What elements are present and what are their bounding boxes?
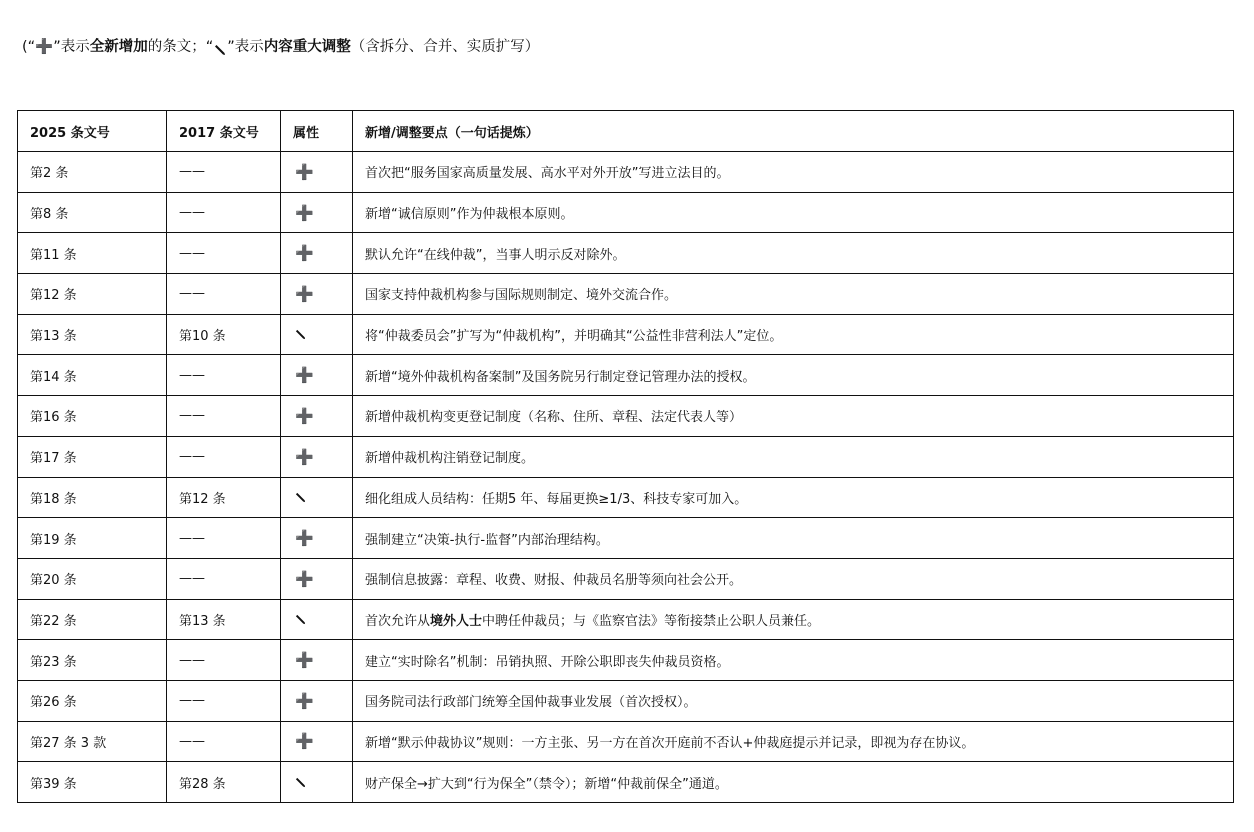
cell-art2025: 第20 条 bbox=[18, 558, 167, 599]
cell-art2017: —— bbox=[167, 192, 281, 233]
cell-attr bbox=[281, 355, 353, 396]
cell-attr bbox=[281, 762, 353, 803]
cell-art2017: —— bbox=[167, 233, 281, 274]
table-row bbox=[18, 640, 1234, 681]
plus-icon: ➕ bbox=[295, 366, 314, 385]
cell-art2025: 第12 条 bbox=[18, 274, 167, 315]
cell-attr bbox=[281, 396, 353, 437]
cell-art2025: 第8 条 bbox=[18, 192, 167, 233]
plus-icon: ➕ bbox=[295, 203, 314, 222]
cell-point: 新增仲裁机构注销登记制度。 bbox=[353, 436, 1234, 477]
plus-icon: ➕ bbox=[295, 569, 314, 588]
cell-art2017: 第13 条 bbox=[167, 599, 281, 640]
cell-point: 建立“实时除名”机制：吊销执照、开除公职即丧失仲裁员资格。 bbox=[353, 640, 1234, 681]
cell-point: 首次把“服务国家高质量发展、高水平对外开放”写进立法目的。 bbox=[353, 152, 1234, 193]
cell-point: 强制建立“决策-执行-监督”内部治理结构。 bbox=[353, 518, 1234, 559]
legend-plus-suffix: 的条文；“ bbox=[147, 39, 214, 55]
cell-art2025: 第26 条 bbox=[18, 680, 167, 721]
cell-attr bbox=[281, 192, 353, 233]
cell-point: 新增仲裁机构变更登记制度（名称、住所、章程、法定代表人等） bbox=[353, 396, 1234, 437]
cell-attr bbox=[281, 680, 353, 721]
table-row bbox=[18, 599, 1234, 640]
table-row bbox=[18, 274, 1234, 315]
header-point: 新增/调整要点（一句话提炼） bbox=[353, 111, 1234, 152]
table-row bbox=[18, 518, 1234, 559]
cell-art2025: 第27 条 3 款 bbox=[18, 721, 167, 762]
header-art2017: 2017 条文号 bbox=[167, 111, 281, 152]
cell-point: 新增“境外仲裁机构备案制”及国务院另行制定登记管理办法的授权。 bbox=[353, 355, 1234, 396]
cell-art2025: 第14 条 bbox=[18, 355, 167, 396]
header-art2025: 2025 条文号 bbox=[18, 111, 167, 152]
table-row bbox=[18, 396, 1234, 437]
cell-art2025: 第2 条 bbox=[18, 152, 167, 193]
cell-art2025: 第23 条 bbox=[18, 640, 167, 681]
cell-point: 将“仲裁委员会”扩写为“仲裁机构”，并明确其“公益性非营利法人”定位。 bbox=[353, 314, 1234, 355]
cell-attr bbox=[281, 640, 353, 681]
table-row bbox=[18, 152, 1234, 193]
cell-attr bbox=[281, 274, 353, 315]
plus-icon: ➕ bbox=[35, 39, 54, 55]
cell-point: 新增“默示仲裁协议”规则：一方主张、另一方在首次开庭前不否认+仲裁庭提示并记录，即视为存在协议。 bbox=[353, 721, 1234, 762]
table-row bbox=[18, 762, 1234, 803]
cell-art2017: —— bbox=[167, 640, 281, 681]
header-attr: 属性 bbox=[281, 111, 353, 152]
cell-attr bbox=[281, 436, 353, 477]
pen-icon bbox=[214, 41, 226, 53]
cell-art2025: 第22 条 bbox=[18, 599, 167, 640]
table-row bbox=[18, 721, 1234, 762]
cell-art2017: 第10 条 bbox=[167, 314, 281, 355]
cell-attr bbox=[281, 518, 353, 559]
pen-icon bbox=[293, 777, 340, 788]
cell-point: 财产保全→扩大到“行为保全”（禁令）；新增“仲裁前保全”通道。 bbox=[353, 762, 1234, 803]
legend-pen-meaning: 内容重大调整 bbox=[263, 39, 351, 55]
plus-icon: ➕ bbox=[295, 651, 314, 670]
cell-art2025: 第13 条 bbox=[18, 314, 167, 355]
cell-art2017: —— bbox=[167, 518, 281, 559]
legend-pen-suffix: （含拆分、合并、实质扩写） bbox=[350, 39, 540, 55]
cell-point: 默认允许“在线仲裁”，当事人明示反对除外。 bbox=[353, 233, 1234, 274]
cell-point: 强制信息披露：章程、收费、财报、仲裁员名册等须向社会公开。 bbox=[353, 558, 1234, 599]
cell-attr bbox=[281, 314, 353, 355]
legend-line bbox=[22, 36, 539, 58]
plus-icon: ➕ bbox=[295, 284, 314, 303]
point-text: 首次允许从 bbox=[365, 613, 431, 629]
point-emphasis: 境外人士 bbox=[430, 613, 483, 629]
cell-art2025: 第19 条 bbox=[18, 518, 167, 559]
cell-art2017: —— bbox=[167, 274, 281, 315]
table-row bbox=[18, 355, 1234, 396]
legend-plus-close: ”表示 bbox=[53, 39, 90, 55]
cell-attr bbox=[281, 233, 353, 274]
table-header-row bbox=[18, 111, 1234, 152]
point-text: 中聘任仲裁员；与《监察官法》等衔接禁止公职人员兼任。 bbox=[482, 613, 821, 629]
cell-attr bbox=[281, 152, 353, 193]
cell-attr bbox=[281, 599, 353, 640]
table-row bbox=[18, 192, 1234, 233]
cell-art2017: —— bbox=[167, 396, 281, 437]
cell-attr bbox=[281, 477, 353, 518]
plus-icon: ➕ bbox=[295, 244, 314, 263]
plus-icon: ➕ bbox=[295, 447, 314, 466]
table-row bbox=[18, 680, 1234, 721]
pen-icon bbox=[293, 492, 340, 503]
table-row bbox=[18, 233, 1234, 274]
pen-icon bbox=[293, 614, 340, 625]
cell-point bbox=[353, 599, 1234, 640]
cell-point: 细化组成人员结构：任期5 年、每届更换≥1/3、科技专家可加入。 bbox=[353, 477, 1234, 518]
cell-art2017: 第12 条 bbox=[167, 477, 281, 518]
pen-icon bbox=[293, 329, 340, 340]
cell-art2025: 第18 条 bbox=[18, 477, 167, 518]
cell-art2025: 第11 条 bbox=[18, 233, 167, 274]
cell-art2025: 第39 条 bbox=[18, 762, 167, 803]
cell-attr bbox=[281, 558, 353, 599]
table-row bbox=[18, 477, 1234, 518]
plus-icon: ➕ bbox=[295, 529, 314, 548]
cell-art2017: —— bbox=[167, 355, 281, 396]
cell-art2017: —— bbox=[167, 721, 281, 762]
cell-attr bbox=[281, 721, 353, 762]
clause-table bbox=[17, 110, 1234, 803]
table-row bbox=[18, 558, 1234, 599]
cell-point: 国务院司法行政部门统筹全国仲裁事业发展（首次授权）。 bbox=[353, 680, 1234, 721]
cell-point: 新增“诚信原则”作为仲裁根本原则。 bbox=[353, 192, 1234, 233]
cell-point: 国家支持仲裁机构参与国际规则制定、境外交流合作。 bbox=[353, 274, 1234, 315]
table-body bbox=[18, 152, 1234, 803]
plus-icon: ➕ bbox=[295, 691, 314, 710]
plus-icon: ➕ bbox=[295, 406, 314, 425]
plus-icon: ➕ bbox=[295, 162, 314, 181]
table-row bbox=[18, 314, 1234, 355]
cell-art2017: —— bbox=[167, 680, 281, 721]
cell-art2017: —— bbox=[167, 152, 281, 193]
legend-plus-meaning: 全新增加 bbox=[89, 39, 148, 55]
plus-icon: ➕ bbox=[295, 732, 314, 751]
legend-open: (“ bbox=[22, 39, 36, 55]
cell-art2017: —— bbox=[167, 558, 281, 599]
table-row bbox=[18, 436, 1234, 477]
cell-art2017: 第28 条 bbox=[167, 762, 281, 803]
cell-art2025: 第16 条 bbox=[18, 396, 167, 437]
legend-pen-close: ”表示 bbox=[227, 39, 264, 55]
cell-art2025: 第17 条 bbox=[18, 436, 167, 477]
cell-art2017: —— bbox=[167, 436, 281, 477]
